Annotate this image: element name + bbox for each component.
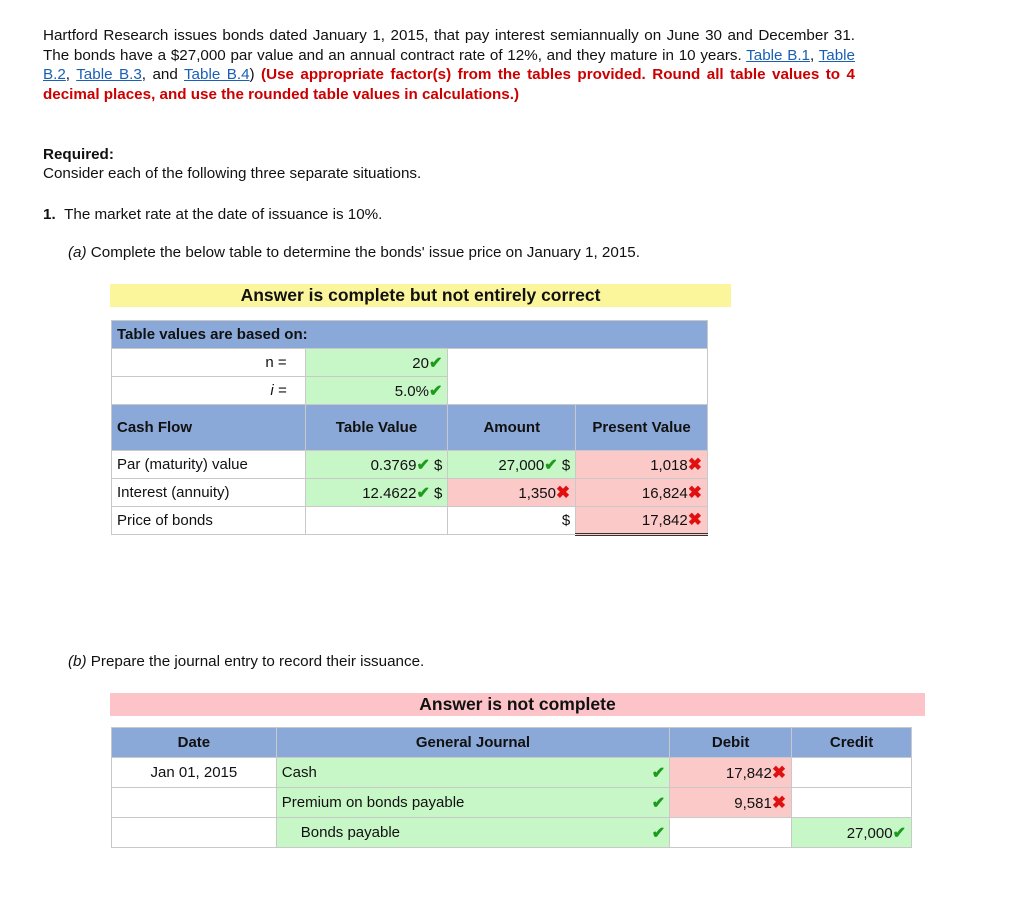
column-header-row — [112, 405, 708, 451]
col-amount: Amount — [448, 405, 576, 451]
col-debit: Debit — [670, 728, 792, 758]
account-select[interactable]: Cash ✔ — [276, 758, 669, 788]
date-select[interactable] — [112, 788, 277, 818]
check-icon: ✔ — [892, 824, 906, 842]
cash-flow-label: Interest (annuity) — [112, 479, 306, 507]
cross-icon: ✖ — [687, 454, 702, 474]
table-value-input[interactable]: 12.4622✔ $ — [305, 479, 448, 507]
check-icon: ✔ — [651, 765, 666, 782]
problem-text: Hartford Research issues bonds dated January 1, 2015, that pay interest semiannually on June 30 and December 31. The bonds have a $27,000 par value and an annual contract rate of 12%, and they mature in 10 years. Table B.1, Table B.2, Table B.3, and Table B.4) (Use appropriate factor(s) from the tables provided. Round all table values to 4 decimal places, and use the rounded table values in calculations.) — [43, 27, 855, 103]
present-value-input[interactable]: 16,824✖ — [576, 479, 708, 507]
col-cash-flow: Cash Flow — [112, 405, 306, 451]
col-credit: Credit — [792, 728, 912, 758]
journal-row — [112, 758, 912, 788]
credit-input[interactable] — [792, 788, 912, 818]
journal-row — [112, 818, 912, 848]
n-input[interactable] — [305, 349, 448, 377]
check-icon: ✔ — [651, 795, 666, 812]
dollar-sign: $ — [561, 456, 571, 474]
n-value: 20 — [412, 354, 429, 372]
problem-statement: Hartford Research issues bonds dated January 1, 2015, that pay interest semiannually on June 30 and December 31. The bonds have a $27,000 par value and an annual contract rate of 12%, and they mature in 10 years. — [43, 27, 855, 64]
amount-input[interactable]: 27,000✔ $ — [448, 451, 576, 479]
part-b-prompt — [68, 653, 424, 670]
col-present-value: Present Value — [576, 405, 708, 451]
rounding-instruction: (Use appropriate factor(s) from the tables provided. Round all table values to 4 decimal places, and use the rounded table values in calculations.) — [43, 66, 855, 103]
n-row — [112, 349, 708, 377]
table-b1-link[interactable]: Table B.1 — [746, 46, 810, 64]
issue-price-table — [111, 320, 708, 536]
part-a-label: (a) — [68, 244, 87, 261]
present-value-input[interactable]: 1,018✖ — [576, 451, 708, 479]
table-b2-link[interactable]: Table B.2 — [43, 46, 855, 83]
account-select[interactable]: Bonds payable ✔ — [276, 818, 669, 848]
dollar-sign: $ — [434, 456, 443, 474]
interest-row — [112, 479, 708, 507]
table-b4-link[interactable]: Table B.4 — [183, 66, 250, 83]
check-icon: ✔ — [651, 825, 666, 842]
required-heading: Required: — [43, 146, 114, 163]
cross-icon: ✖ — [687, 482, 702, 502]
blank-cell — [448, 377, 708, 405]
cash-flow-label: Price of bonds — [112, 507, 306, 535]
par-value-row — [112, 451, 708, 479]
price-row — [112, 507, 708, 535]
amount-input[interactable]: 1,350✖ — [448, 479, 576, 507]
table-b3-link[interactable]: Table B.3 — [76, 66, 142, 83]
part-b-label: (b) — [68, 653, 87, 670]
check-icon: ✔ — [428, 382, 443, 400]
i-input[interactable] — [305, 377, 448, 405]
cross-icon: ✖ — [771, 792, 787, 812]
part-a-text: Complete the below table to determine the bonds' issue price on January 1, 2015. — [90, 244, 640, 261]
journal-header-row — [112, 728, 912, 758]
cross-icon: ✖ — [555, 482, 571, 502]
dollar-sign: $ — [434, 484, 443, 502]
part-a-status-banner: Answer is complete but not entirely correct — [110, 284, 731, 307]
i-label: i = — [112, 377, 306, 405]
check-icon: ✔ — [428, 354, 443, 372]
date-select[interactable] — [112, 818, 277, 848]
check-icon: ✔ — [544, 456, 558, 474]
part-b-text: Prepare the journal entry to record their issuance. — [90, 653, 425, 670]
price-input[interactable]: 17,842✖ — [576, 507, 708, 535]
part-a-prompt — [68, 244, 640, 261]
question-number: 1. — [43, 206, 56, 223]
blank-cell — [305, 507, 448, 535]
date-select[interactable]: Jan 01, 2015 — [112, 758, 277, 788]
dollar-cell — [448, 507, 576, 535]
blank-cell — [448, 349, 708, 377]
col-table-value: Table Value — [305, 405, 448, 451]
debit-input[interactable]: 17,842✖ — [670, 758, 792, 788]
journal-table — [111, 727, 912, 848]
table-basis-header — [112, 321, 708, 349]
debit-input[interactable]: 9,581✖ — [670, 788, 792, 818]
check-icon: ✔ — [416, 484, 430, 502]
credit-input[interactable] — [792, 758, 912, 788]
table-basis-label: Table values are based on: — [112, 321, 708, 349]
col-date: Date — [112, 728, 277, 758]
cash-flow-label: Par (maturity) value — [112, 451, 306, 479]
cross-icon: ✖ — [771, 762, 787, 782]
check-icon: ✔ — [416, 456, 430, 474]
journal-row — [112, 788, 912, 818]
question-1 — [43, 206, 382, 223]
part-b-status-banner: Answer is not complete — [110, 693, 925, 716]
table-value-input[interactable]: 0.3769✔ $ — [305, 451, 448, 479]
dollar-sign: $ — [561, 512, 571, 529]
i-row — [112, 377, 708, 405]
question-text: The market rate at the date of issuance is 10%. — [64, 206, 383, 223]
debit-input[interactable] — [670, 818, 792, 848]
cross-icon: ✖ — [687, 510, 702, 529]
n-label: n = — [112, 349, 306, 377]
required-text: Consider each of the following three separate situations. — [43, 165, 422, 182]
col-general-journal: General Journal — [276, 728, 669, 758]
account-select[interactable]: Premium on bonds payable ✔ — [276, 788, 669, 818]
i-value: 5.0% — [394, 382, 429, 400]
credit-input[interactable]: 27,000✔ — [792, 818, 912, 848]
